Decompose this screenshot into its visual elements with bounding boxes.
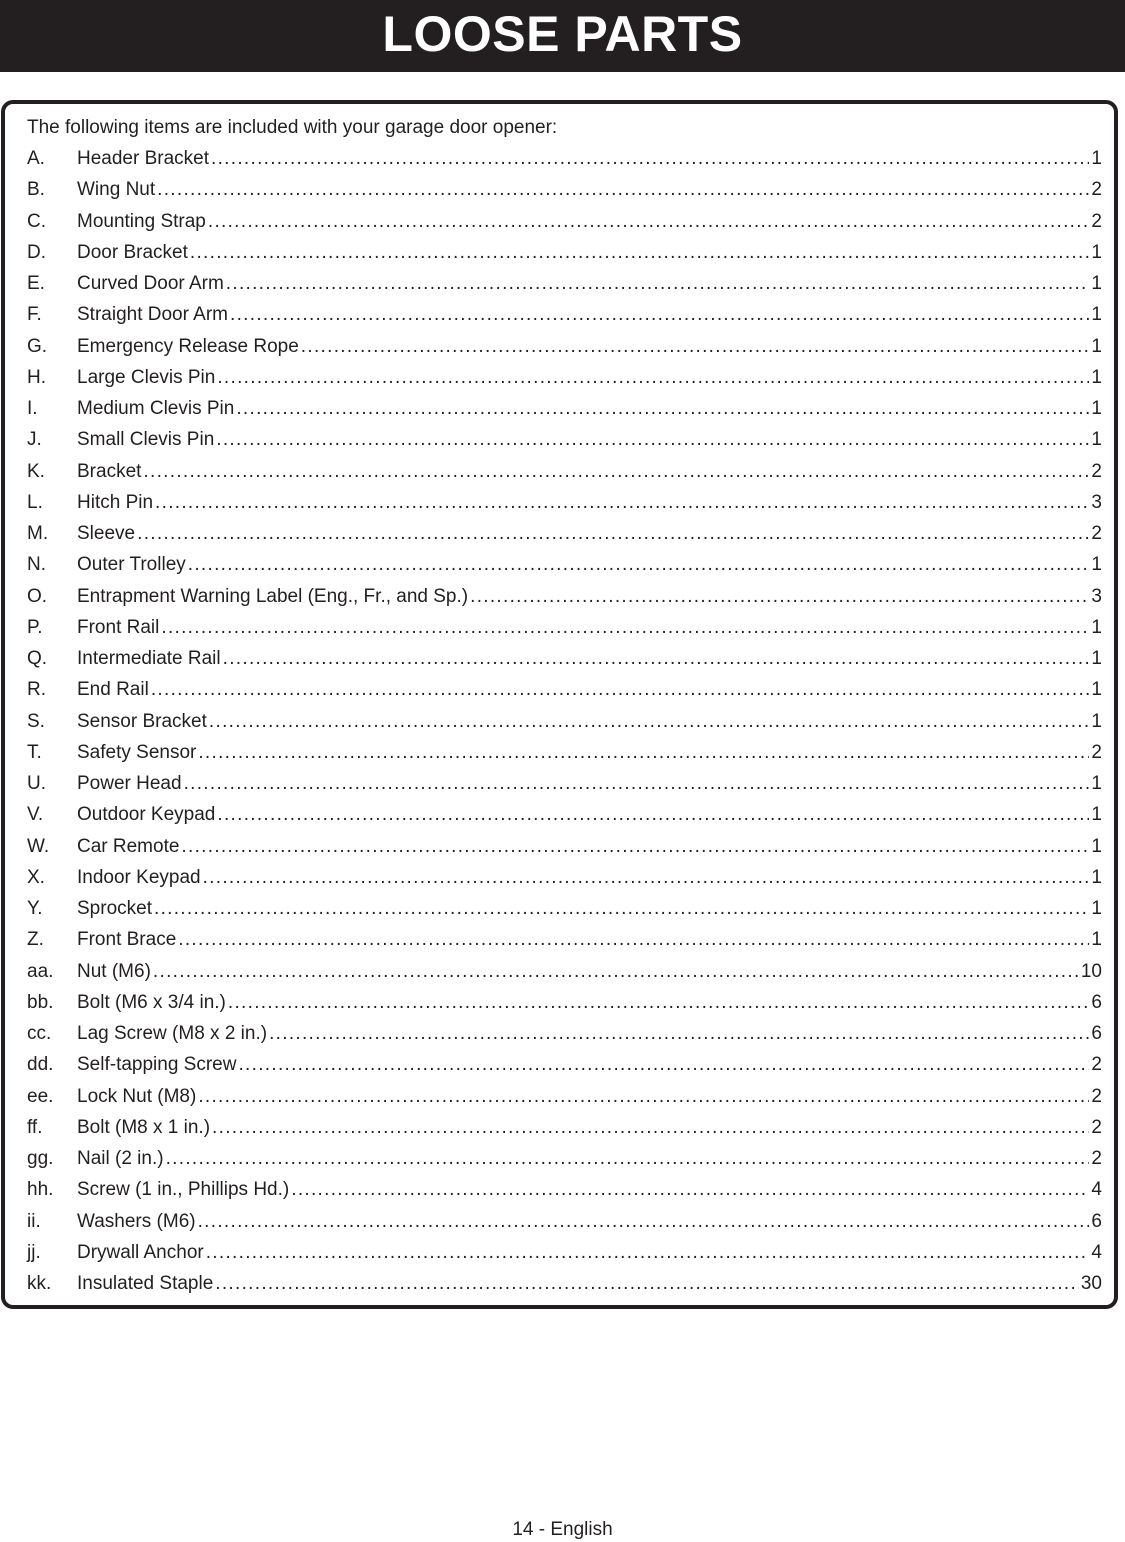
parts-list-panel	[1, 100, 1118, 1309]
list-item	[27, 460, 1102, 491]
part-quantity: 2	[1091, 460, 1102, 482]
part-quantity: 30	[1080, 1273, 1102, 1294]
part-name: Screw (1 in., Phillips Hd.)	[77, 1179, 290, 1201]
part-name: Indoor Keypad	[77, 866, 201, 888]
list-item	[27, 928, 1102, 959]
part-quantity: 2	[1091, 1148, 1102, 1169]
list-item	[27, 303, 1102, 334]
part-quantity: 1	[1091, 304, 1102, 326]
list-item	[27, 178, 1102, 209]
part-quantity: 1	[1091, 679, 1102, 701]
part-name: Front Brace	[77, 929, 177, 951]
dot-leader	[216, 428, 1089, 452]
part-name: Straight Door Arm	[77, 304, 228, 326]
list-item	[27, 1178, 1102, 1209]
dot-leader	[301, 335, 1090, 359]
part-name: Self-tapping Screw	[77, 1054, 237, 1076]
part-quantity: 1	[1091, 366, 1102, 388]
list-item	[27, 1053, 1102, 1084]
part-letter: F.	[27, 304, 42, 326]
dot-leader	[151, 678, 1090, 702]
part-letter: Y.	[27, 898, 43, 919]
dot-leader	[208, 210, 1090, 234]
part-letter: S.	[27, 710, 45, 732]
part-letter: ff.	[27, 1116, 43, 1138]
list-item	[27, 1241, 1102, 1272]
part-quantity: 2	[1091, 179, 1102, 201]
dot-leader	[188, 553, 1090, 577]
part-name: Lock Nut (M8)	[77, 1085, 197, 1107]
part-quantity: 2	[1091, 1085, 1102, 1107]
dot-leader	[206, 1241, 1090, 1265]
dot-leader	[236, 397, 1089, 421]
part-quantity: 1	[1091, 648, 1102, 669]
dot-leader	[291, 1178, 1089, 1202]
part-letter: C.	[27, 210, 46, 232]
list-item	[27, 866, 1102, 897]
list-item	[27, 772, 1102, 803]
dot-leader	[217, 803, 1089, 827]
part-letter: B.	[27, 179, 45, 201]
list-item	[27, 491, 1102, 522]
part-name: Small Clevis Pin	[77, 429, 215, 451]
part-name: Medium Clevis Pin	[77, 398, 235, 419]
dot-leader	[153, 960, 1079, 984]
part-letter: K.	[27, 460, 45, 482]
part-letter: ee.	[27, 1085, 54, 1107]
part-quantity: 4	[1091, 1179, 1102, 1201]
list-item	[27, 678, 1102, 709]
part-quantity: 4	[1091, 1241, 1102, 1263]
list-item	[27, 616, 1102, 647]
dot-leader	[198, 1210, 1090, 1234]
part-name: Large Clevis Pin	[77, 366, 216, 388]
part-name: Curved Door Arm	[77, 273, 224, 294]
list-item	[27, 210, 1102, 241]
part-quantity: 1	[1091, 804, 1102, 826]
dot-leader	[143, 460, 1089, 484]
part-name: Washers (M6)	[77, 1210, 196, 1232]
part-letter: hh.	[27, 1179, 54, 1201]
list-item	[27, 335, 1102, 366]
part-quantity: 1	[1091, 929, 1102, 951]
list-item	[27, 1210, 1102, 1241]
dot-leader	[217, 366, 1089, 390]
header-bar	[0, 0, 1125, 72]
part-name: Bolt (M8 x 1 in.)	[77, 1116, 211, 1138]
part-quantity: 6	[1091, 991, 1102, 1013]
part-quantity: 2	[1091, 741, 1102, 763]
part-letter: W.	[27, 835, 50, 857]
list-item	[27, 1085, 1102, 1116]
part-quantity: 6	[1091, 1023, 1102, 1044]
part-name: Outer Trolley	[77, 554, 186, 576]
part-letter: E.	[27, 273, 45, 294]
list-item	[27, 741, 1102, 772]
part-quantity: 6	[1091, 1210, 1102, 1232]
part-letter: Z.	[27, 929, 44, 951]
part-letter: dd.	[27, 1054, 54, 1076]
part-letter: jj.	[27, 1241, 41, 1263]
part-letter: I.	[27, 398, 38, 419]
part-quantity: 1	[1091, 273, 1102, 294]
dot-leader	[166, 1147, 1090, 1171]
part-name: Mounting Strap	[77, 210, 206, 232]
part-letter: T.	[27, 741, 42, 763]
dot-leader	[211, 147, 1089, 171]
list-item	[27, 147, 1102, 178]
part-letter: X.	[27, 866, 45, 888]
dot-leader	[230, 303, 1089, 327]
part-quantity: 1	[1091, 398, 1102, 419]
part-name: Bracket	[77, 460, 142, 482]
part-letter: bb.	[27, 991, 54, 1013]
part-letter: R.	[27, 679, 46, 701]
part-quantity: 1	[1091, 710, 1102, 732]
part-quantity: 2	[1091, 1054, 1102, 1076]
dot-leader	[137, 522, 1089, 546]
dot-leader	[184, 772, 1090, 796]
dot-leader	[181, 835, 1089, 859]
dot-leader	[223, 647, 1090, 671]
list-item	[27, 960, 1102, 991]
part-quantity: 1	[1091, 835, 1102, 857]
part-quantity: 1	[1091, 335, 1102, 357]
part-name: Emergency Release Rope	[77, 335, 299, 357]
dot-leader	[209, 710, 1090, 734]
list-item	[27, 647, 1102, 678]
dot-leader	[470, 585, 1089, 609]
part-name: Sprocket	[77, 898, 152, 919]
part-name: Insulated Staple	[77, 1273, 214, 1294]
list-item	[27, 272, 1102, 303]
part-quantity: 1	[1091, 554, 1102, 576]
part-quantity: 2	[1091, 210, 1102, 232]
list-item	[27, 522, 1102, 553]
dot-leader	[161, 616, 1089, 640]
part-letter: kk.	[27, 1273, 52, 1294]
part-letter: J.	[27, 429, 42, 451]
list-item	[27, 897, 1102, 928]
dot-leader	[198, 741, 1089, 765]
part-letter: A.	[27, 148, 45, 169]
dot-leader	[269, 1022, 1089, 1046]
part-letter: H.	[27, 366, 46, 388]
part-quantity: 1	[1091, 241, 1102, 263]
list-item	[27, 710, 1102, 741]
part-name: Wing Nut	[77, 179, 156, 201]
parts-list	[27, 147, 1102, 1303]
part-letter: cc.	[27, 1023, 52, 1044]
dot-leader	[226, 272, 1090, 296]
dot-leader	[154, 897, 1089, 921]
list-item	[27, 553, 1102, 584]
list-item	[27, 428, 1102, 459]
dot-leader	[198, 1085, 1089, 1109]
list-item	[27, 366, 1102, 397]
part-name: Hitch Pin	[77, 491, 154, 513]
part-name: Entrapment Warning Label (Eng., Fr., and Sp.)	[77, 585, 469, 607]
part-name: Bolt (M6 x 3/4 in.)	[77, 991, 226, 1013]
part-name: Header Bracket	[77, 148, 210, 169]
part-letter: U.	[27, 773, 46, 794]
list-item	[27, 803, 1102, 834]
dot-leader	[190, 241, 1090, 265]
dot-leader	[238, 1053, 1089, 1077]
part-quantity: 10	[1080, 960, 1102, 982]
dot-leader	[157, 178, 1089, 202]
dot-leader	[212, 1116, 1089, 1140]
part-quantity: 2	[1091, 1116, 1102, 1138]
list-item	[27, 1147, 1102, 1178]
part-name: Power Head	[77, 773, 182, 794]
dot-leader	[215, 1272, 1079, 1296]
part-name: Outdoor Keypad	[77, 804, 216, 826]
dot-leader	[155, 491, 1089, 515]
part-letter: Q.	[27, 648, 48, 669]
part-letter: G.	[27, 335, 48, 357]
list-item	[27, 1272, 1102, 1303]
part-quantity: 1	[1091, 429, 1102, 451]
part-name: Nut (M6)	[77, 960, 151, 982]
dot-leader	[203, 866, 1090, 890]
list-item	[27, 1116, 1102, 1147]
part-name: Door Bracket	[77, 241, 188, 263]
part-letter: D.	[27, 241, 46, 263]
part-letter: P.	[27, 616, 43, 638]
part-letter: aa.	[27, 960, 54, 982]
page-footer: 14 - English	[512, 1519, 613, 1540]
part-letter: L.	[27, 491, 43, 513]
part-quantity: 1	[1091, 773, 1102, 794]
list-item	[27, 241, 1102, 272]
page-title: LOOSE PARTS	[382, 6, 743, 62]
part-name: End Rail	[77, 679, 149, 701]
dot-leader	[178, 928, 1089, 952]
part-quantity: 3	[1091, 491, 1102, 513]
part-letter: V.	[27, 804, 44, 826]
list-item	[27, 835, 1102, 866]
part-letter: gg.	[27, 1148, 54, 1169]
list-item	[27, 991, 1102, 1022]
part-name: Sleeve	[77, 523, 136, 544]
part-name: Drywall Anchor	[77, 1241, 204, 1263]
part-quantity: 1	[1091, 866, 1102, 888]
part-name: Car Remote	[77, 835, 180, 857]
part-name: Front Rail	[77, 616, 160, 638]
dot-leader	[228, 991, 1090, 1015]
part-quantity: 2	[1091, 523, 1102, 544]
part-name: Safety Sensor	[77, 741, 197, 763]
part-name: Nail (2 in.)	[77, 1148, 164, 1169]
part-letter: N.	[27, 554, 46, 576]
list-item	[27, 585, 1102, 616]
part-letter: M.	[27, 523, 49, 544]
part-letter: O.	[27, 585, 48, 607]
part-quantity: 3	[1091, 585, 1102, 607]
part-letter: ii.	[27, 1210, 41, 1232]
list-item	[27, 1022, 1102, 1053]
list-item	[27, 397, 1102, 428]
part-quantity: 1	[1091, 148, 1102, 169]
part-name: Lag Screw (M8 x 2 in.)	[77, 1023, 268, 1044]
intro-text: The following items are included with your garage door opener:	[27, 117, 558, 138]
part-name: Intermediate Rail	[77, 648, 221, 669]
part-name: Sensor Bracket	[77, 710, 207, 732]
part-quantity: 1	[1091, 616, 1102, 638]
part-quantity: 1	[1091, 898, 1102, 919]
